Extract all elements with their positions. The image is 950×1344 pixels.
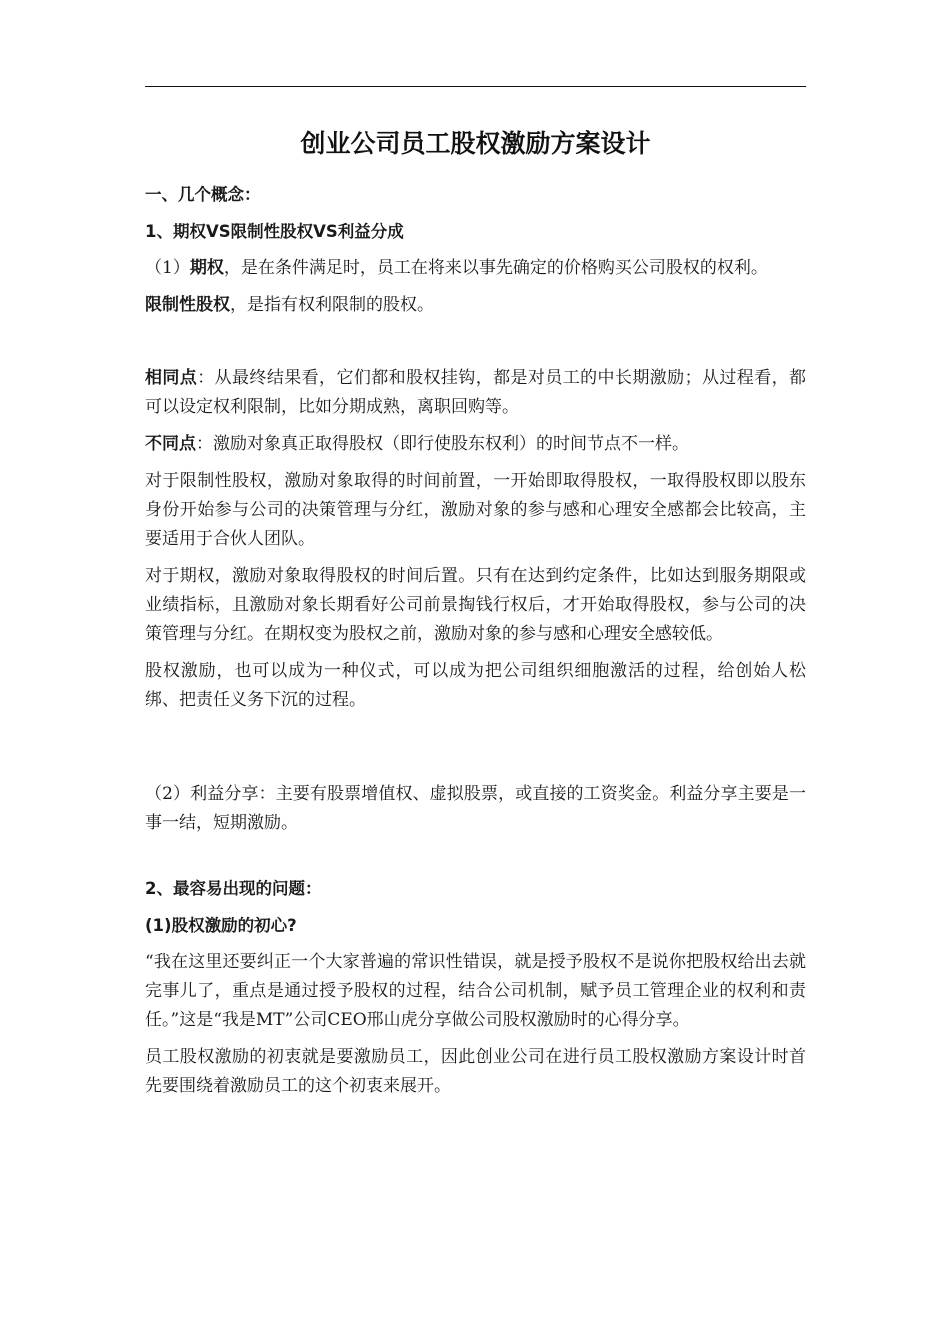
paragraph-differences xyxy=(145,430,806,459)
term-restricted-equity: 限制性股权 xyxy=(145,295,230,315)
term-option: 期权 xyxy=(189,258,224,278)
term-similarities: 相同点 xyxy=(145,368,198,388)
subsection-heading-comparison: 1、期权VS限制性股权VS利益分成 xyxy=(145,222,404,241)
header-rule xyxy=(145,86,806,87)
subsection-heading-original-intent: (1)股权激励的初心? xyxy=(145,916,297,935)
paragraph-profit-sharing: （2）利益分享：主要有股票增值权、虚拟股票，或直接的工资奖金。利益分享主要是一事一结，短期激励。 xyxy=(145,784,806,833)
paragraph-text: ，是在条件满足时，员工在将来以事先确定的价格购买公司股权的权利。 xyxy=(223,258,768,278)
paragraph-text: ，是指有权利限制的股权。 xyxy=(230,295,434,315)
paragraph-prefix: （1） xyxy=(145,258,190,278)
paragraph-option-detail: 对于期权，激励对象取得股权的时间后置。只有在达到约定条件，比如达到服务期限或业绩指标，且激励对象长期看好公司前景掏钱行权后，才开始取得股权，参与公司的决策管理与分红。在期权变为股权之前，激励对象的参与感和心理安全感较低。 xyxy=(145,566,806,644)
term-differences: 不同点 xyxy=(145,434,196,454)
paragraph-intent: 员工股权激励的初衷就是要激励员工，因此创业公司在进行员工股权激励方案设计时首先要围绕着激励员工的这个初衷来展开。 xyxy=(145,1047,806,1096)
paragraph-restricted-definition xyxy=(145,291,806,320)
document-body xyxy=(145,126,806,1109)
section-heading-problems: 2、最容易出现的问题： xyxy=(145,879,322,898)
paragraph-quote: “我在这里还要纠正一个大家普遍的常识性错误，就是授予股权不是说你把股权给出去就完事儿了，重点是通过授予股权的过程，结合公司机制，赋予员工管理企业的权利和责任。”这是“我是MT”公司CEO邢山虎分享做公司股权激励时的心得分享。 xyxy=(145,952,806,1030)
paragraph-option-definition xyxy=(145,254,806,283)
paragraph-ritual: 股权激励，也可以成为一种仪式，可以成为把公司组织细胞激活的过程，给创始人松绑、把责任义务下沉的过程。 xyxy=(145,661,806,710)
document-title: 创业公司员工股权激励方案设计 xyxy=(300,129,651,158)
paragraph-text: ：从最终结果看，它们都和股权挂钩，都是对员工的中长期激励；从过程看，都可以设定权利限制，比如分期成熟，离职回购等。 xyxy=(145,368,807,417)
paragraph-restricted-detail: 对于限制性股权，激励对象取得的时间前置，一开始即取得股权，一取得股权即以股东身份开始参与公司的决策管理与分红，激励对象的参与感和心理安全感都会比较高，主要适用于合伙人团队。 xyxy=(145,471,806,549)
section-heading-concepts: 一、几个概念： xyxy=(145,185,261,204)
paragraph-similarities xyxy=(145,364,806,422)
paragraph-text: ：激励对象真正取得股权（即行使股东权利）的时间节点不一样。 xyxy=(196,434,689,454)
